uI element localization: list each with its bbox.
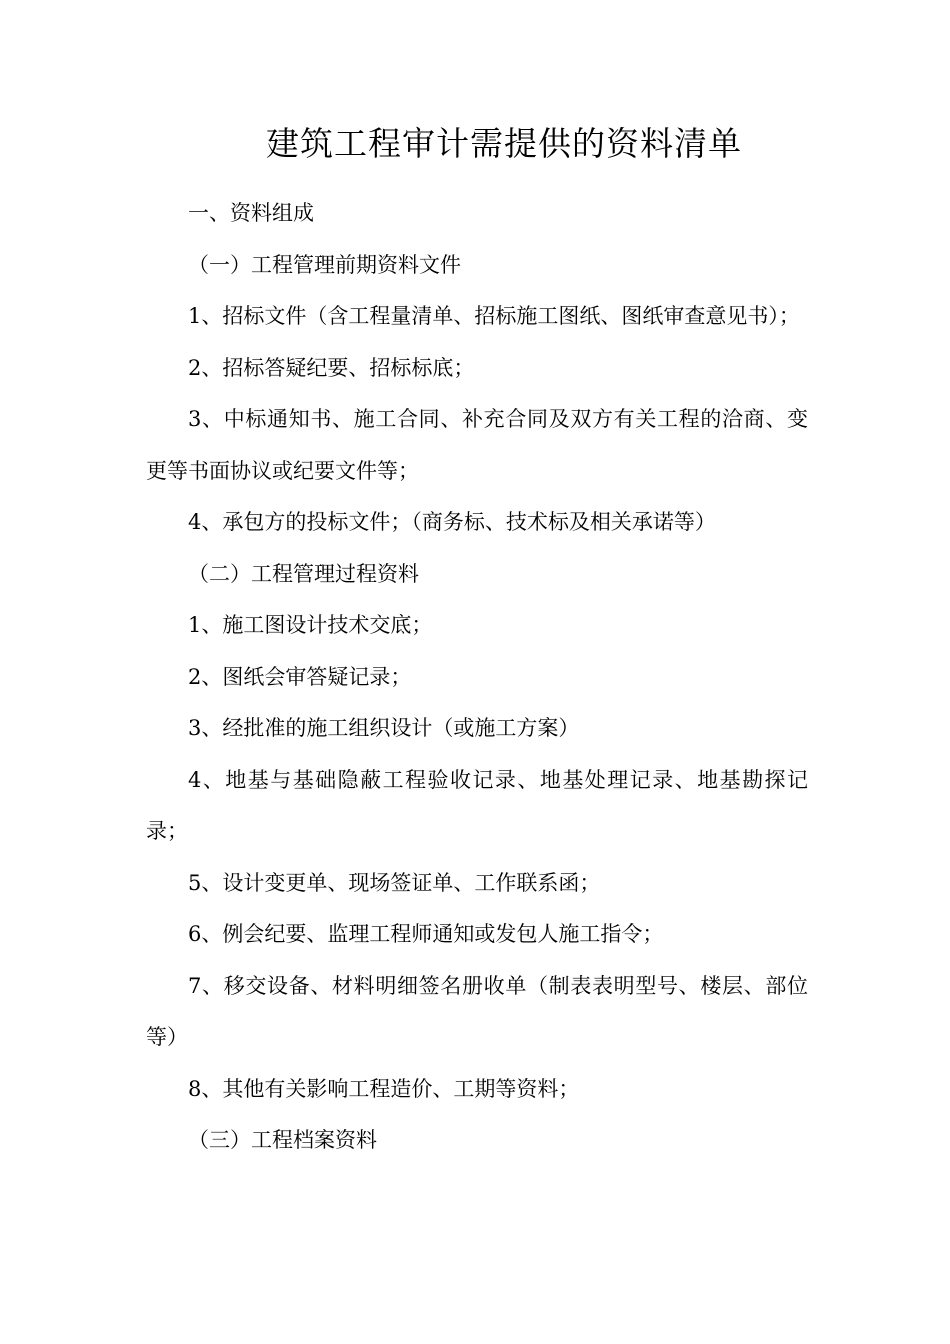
list-item: 7、移交设备、材料明细签名册收单（制表表明型号、楼层、部位等） — [146, 973, 808, 1049]
document-title: 建筑工程审计需提供的资料清单 — [266, 124, 742, 163]
list-item: 1、招标文件（含工程量清单、招标施工图纸、图纸审查意见书）； — [188, 304, 800, 328]
section-heading: 一、资料组成 — [188, 201, 314, 225]
subsection-heading: （二）工程管理过程资料 — [188, 561, 419, 586]
list-item: 3、中标通知书、施工合同、补充合同及双方有关工程的洽商、变更等书面协议或纪要文件等； — [146, 407, 808, 483]
list-item: 4、承包方的投标文件；（商务标、技术标及相关承诺等） — [188, 510, 716, 534]
list-item: 2、招标答疑纪要、招标标底； — [188, 355, 475, 380]
list-item: 3、经批准的施工组织设计（或施工方案） — [188, 716, 580, 740]
list-item: 5、设计变更单、现场签证单、工作联系函； — [188, 870, 601, 895]
subsection-heading: （三）工程档案资料 — [188, 1128, 377, 1152]
list-item: 8、其他有关影响工程造价、工期等资料； — [188, 1076, 580, 1101]
list-item: 2、图纸会审答疑记录； — [188, 664, 412, 689]
list-item: 4、地基与基础隐蔽工程验收记录、地基处理记录、地基勘探记录； — [146, 767, 808, 843]
list-item: 6、例会纪要、监理工程师通知或发包人施工指令； — [188, 922, 664, 946]
document-body — [146, 188, 808, 1167]
list-item: 1、施工图设计技术交底； — [188, 613, 433, 637]
subsection-heading: （一）工程管理前期资料文件 — [188, 252, 461, 277]
